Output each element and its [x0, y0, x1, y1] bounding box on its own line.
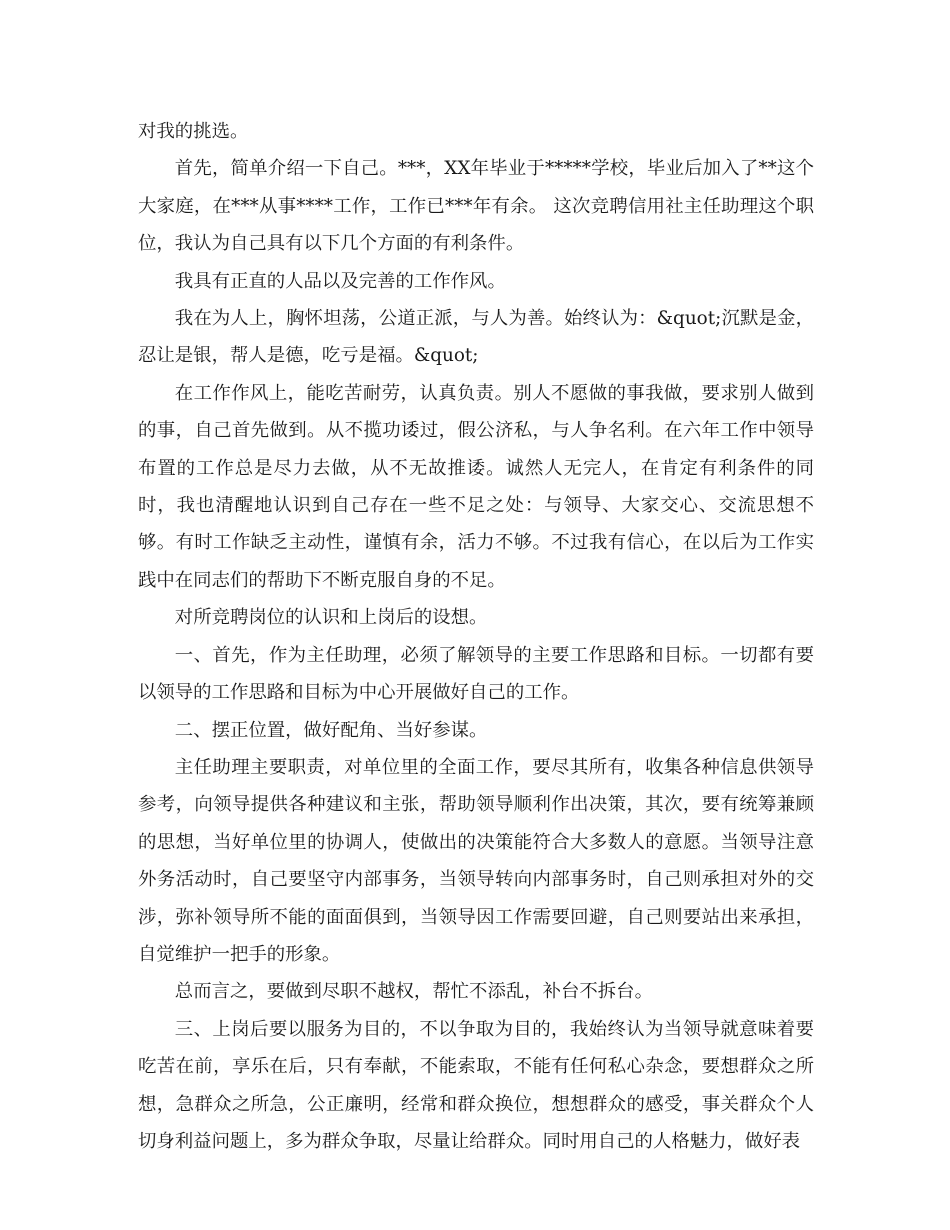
paragraph-8: 二、摆正位置，做好配角、当好参谋。: [174, 719, 488, 741]
paragraph-6: 对所竞聘岗位的认识和上岗后的设想。: [174, 607, 488, 629]
paragraph-5: 在工作作风上，能吃苦耐劳，认真负责。别人不愿做的事我做，要求别人做到的事，自己首先做到。从不揽功诿过，假公济私，与人争名利。在六年工作中领导布置的工作总是尽力去做，从不无故推诿。诚然人无完人，在肯定有利条件的同时，我也清醒地认识到自己存在一些不足之处：与领导、大家交心、交流思想不够。有时工作缺乏主动性，谨慎有余，活力不够。不过我有信心，在以后为工作实践中在同志们的帮助下不断克服自身的不足。: [138, 382, 814, 591]
paragraph-11: 三、上岗后要以服务为目的，不以争取为目的，我始终认为当领导就意味着要吃苦在前，享乐在后，只有奉献，不能索取，不能有任何私心杂念，要想群众之所想，急群众之所急，公正廉明，经常和群众换位，想想群众的感受，事关群众个人切身利益问题上，多为群众争取，尽量让给群众。同时用自己的人格魅力，做好表: [138, 1018, 814, 1152]
paragraph-2: 首先，简单介绍一下自己。***，XX年毕业于*****学校，毕业后加入了**这个大家庭，在***从事****工作，工作已***年有余。 这次竞聘信用社主任助理这个职位，我认为自己具有以下几个方面的有利条件。: [138, 158, 814, 255]
paragraph-3: 我具有正直的人品以及完善的工作作风。: [174, 270, 506, 292]
document-body: [138, 113, 814, 1160]
paragraph-7: 一、首先，作为主任助理，必须了解领导的主要工作思路和目标。一切都有要以领导的工作思路和目标为中心开展做好自己的工作。: [138, 644, 814, 704]
paragraph-10: 总而言之，要做到尽职不越权，帮忙不添乱，补台不拆台。: [174, 981, 653, 1003]
paragraph-9: 主任助理主要职责，对单位里的全面工作，要尽其所有，收集各种信息供领导参考，向领导提供各种建议和主张，帮助领导顺利作出决策，其次，要有统筹兼顾的思想，当好单位里的协调人，使做出的决策能符合大多数人的意愿。当领导注意外务活动时，自己要坚守内部事务，当领导转向内部事务时，自己则承担对外的交涉，弥补领导所不能的面面俱到，当领导因工作需要回避，自己则要站出来承担，自觉维护一把手的形象。: [138, 756, 814, 965]
paragraph-4: 我在为人上，胸怀坦荡，公道正派，与人为善。始终认为：&quot;沉默是金，忍让是银，帮人是德，吃亏是福。&quot;: [138, 308, 814, 367]
paragraph-1: 对我的挑选。: [138, 121, 249, 142]
